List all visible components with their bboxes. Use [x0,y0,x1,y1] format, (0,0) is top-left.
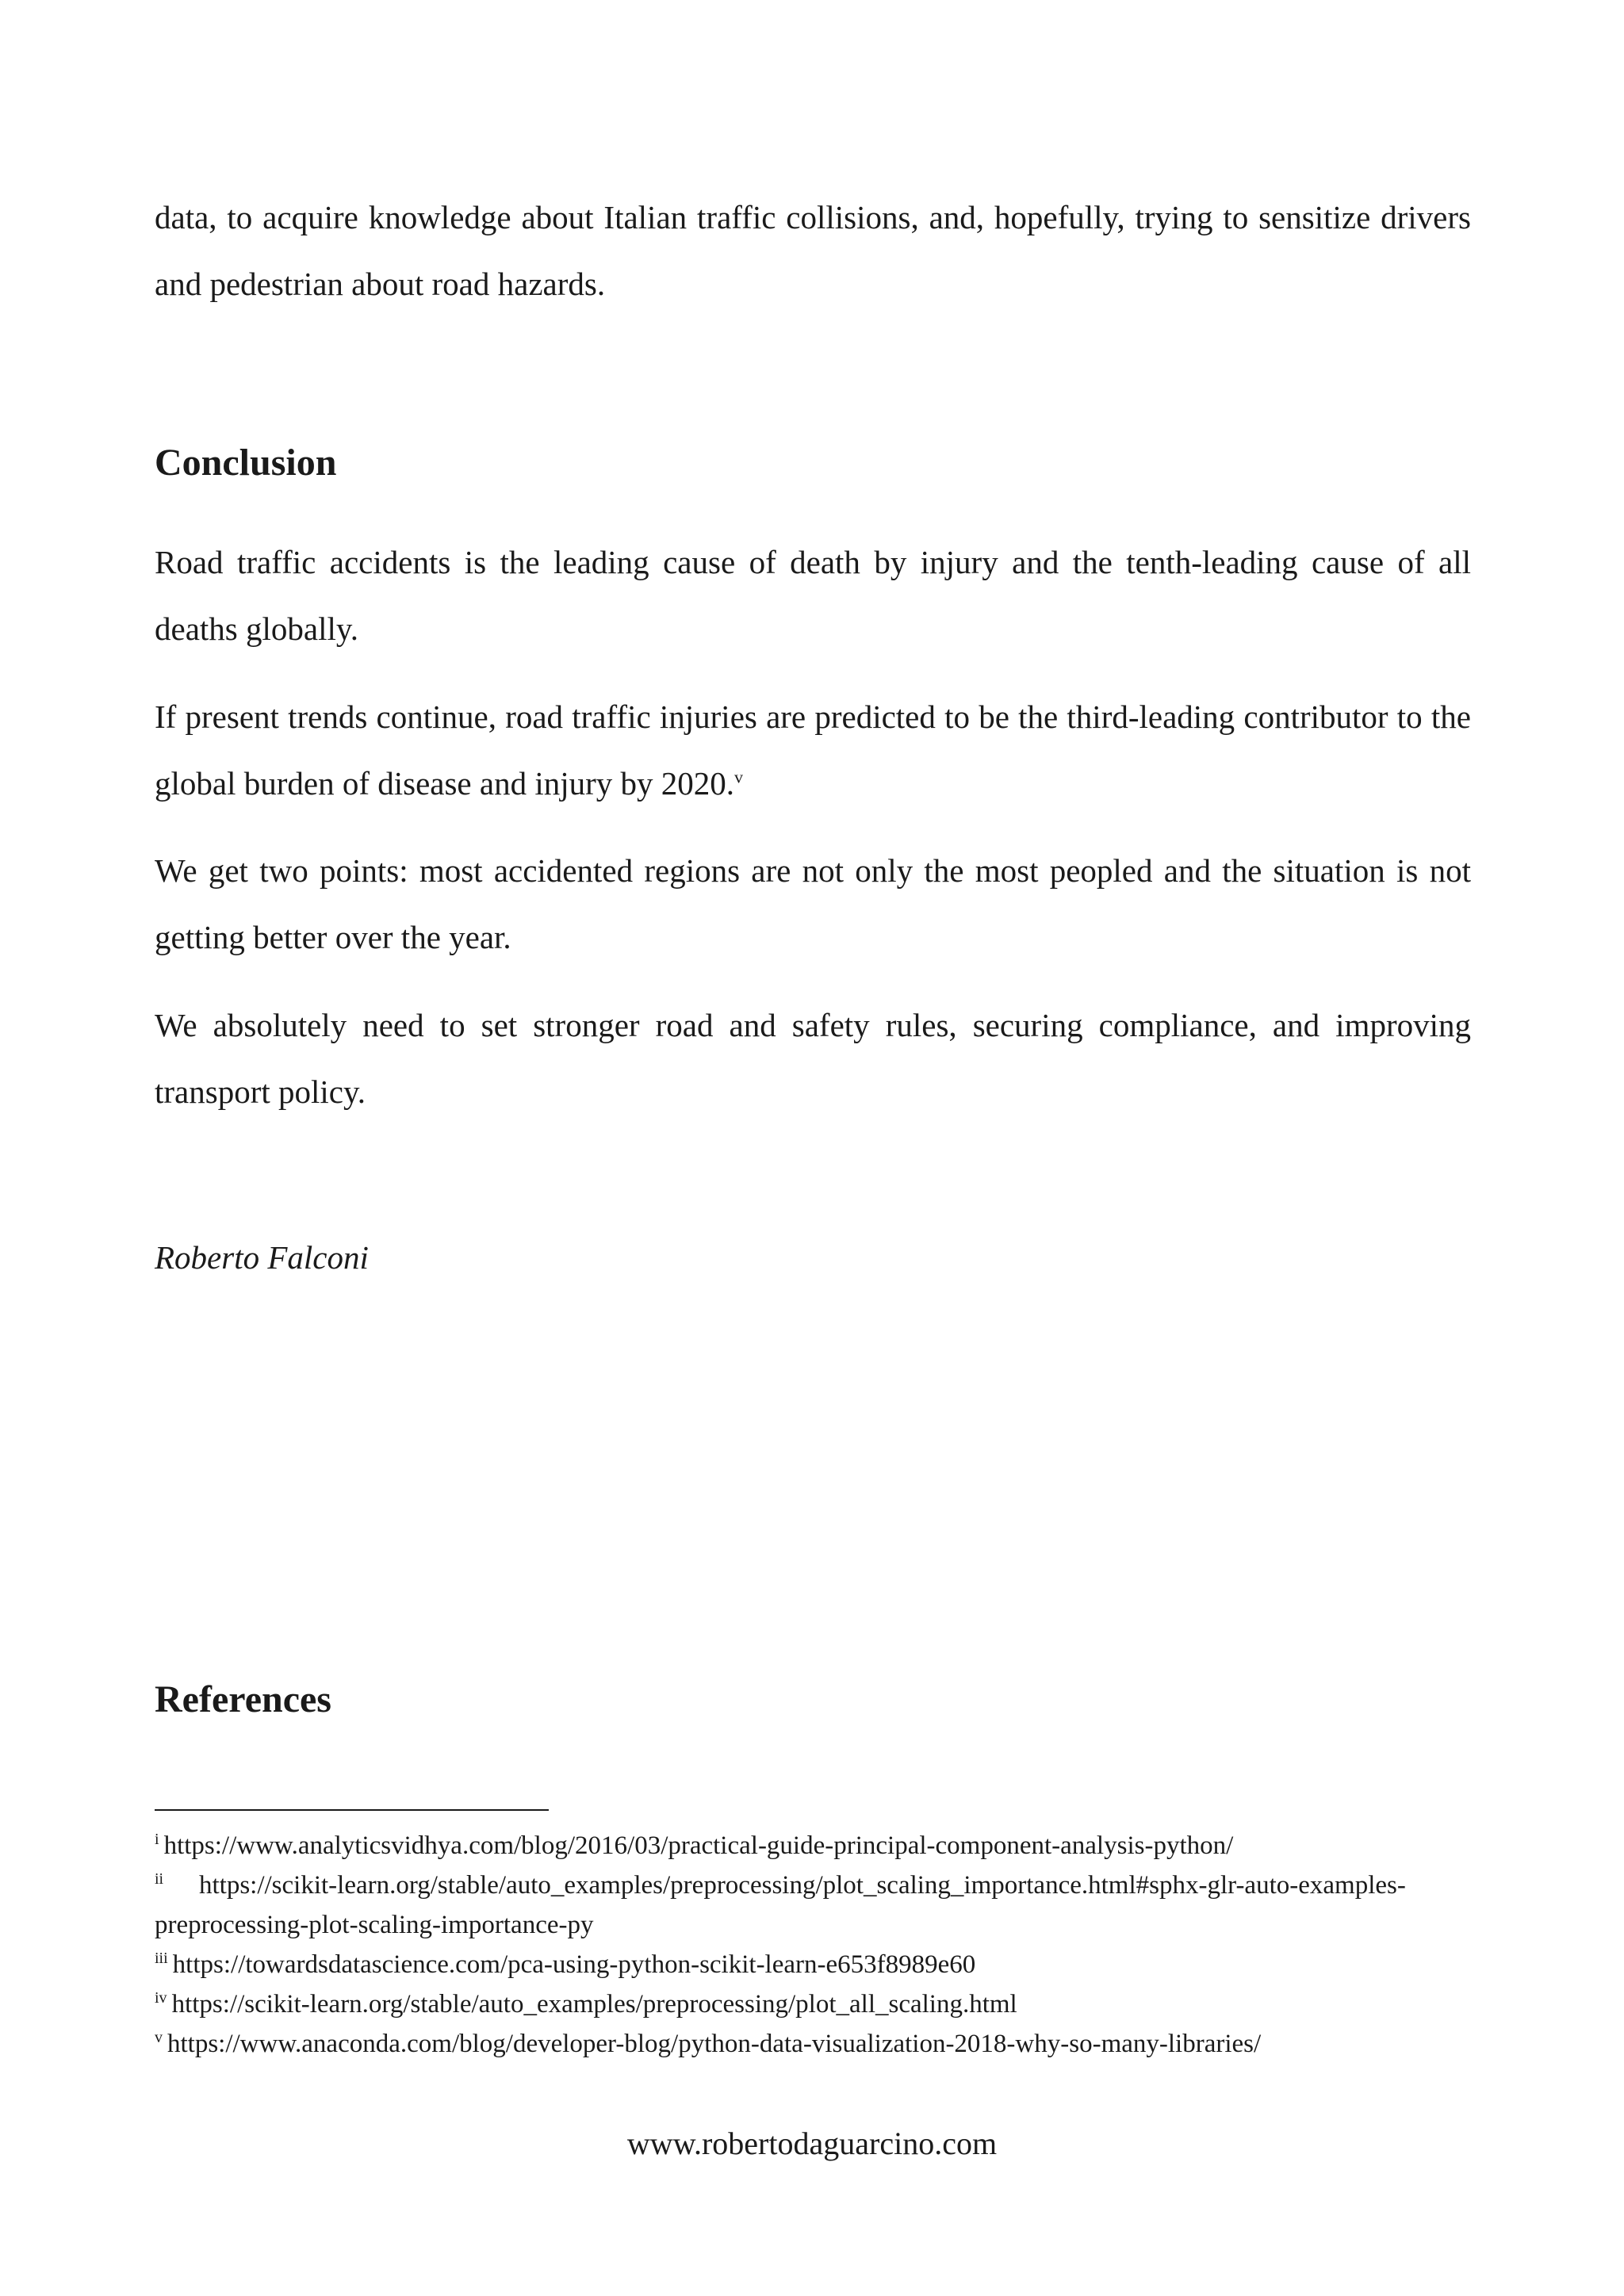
intro-paragraph: data, to acquire knowledge about Italian traffic collisions, and, hopefully, trying to sensitize drivers and pedestrian about road hazards. [155,199,1471,302]
footnote-link-iii[interactable]: https://towardsdatascience.com/pca-using-python-scikit-learn-e653f8989e60 [172,1950,976,1979]
footnote-v [155,2024,1471,2064]
conclusion-heading: Conclusion [155,442,337,484]
references-heading: References [155,1678,331,1720]
footnote-mark-v: v [155,2029,163,2046]
footnote-i [155,1826,1471,1866]
footnote-link-v[interactable]: https://www.anaconda.com/blog/developer-blog/python-data-visualization-2018-why-so-many-libraries/ [167,2030,1262,2058]
author-signature: Roberto Falconi [155,1239,369,1276]
page-footer-url[interactable]: www.robertodaguarcino.com [626,2126,998,2161]
conclusion-paragraph-1: Road traffic accidents is the leading cause of death by injury and the tenth-leading cause of all deaths globally. [155,544,1471,647]
conclusion-paragraph-4: We absolutely need to set stronger road and safety rules, securing compliance, and improving transport policy. [155,1007,1471,1110]
footnote-link-ii[interactable]: https://scikit-learn.org/stable/auto_examples/preprocessing/plot_scaling_importance.html#sphx-glr-auto-examples-preprocessing-plot-scaling-importance-py [155,1871,1406,1939]
footnote-ref-v[interactable]: v [734,767,744,787]
footnote-separator [155,1809,549,1811]
footnote-mark-iv: iv [155,1989,167,2007]
footnote-link-i[interactable]: https://www.analyticsvidhya.com/blog/2016/03/practical-guide-principal-component-analysis-python/ [163,1831,1234,1860]
footnote-mark-iii: iii [155,1950,168,1967]
conclusion-paragraph-2-text: If present trends continue, road traffic injuries are predicted to be the third-leading contributor to the global burden of disease and injury by 2020. [155,698,1471,802]
footnote-iv [155,1984,1471,2024]
footnote-mark-i: i [155,1831,159,1848]
footnote-ii: ii https://scikit-learn.org/stable/auto_examples/preprocessing/plot_scaling_importance.html#sphx-glr-auto-examples-preprocessing-plot-scaling-importance-py [155,1870,1406,1939]
conclusion-paragraph-3: We get two points: most accidented regions are not only the most peopled and the situation is not getting better over the year. [155,852,1471,955]
conclusion-paragraph-2 [155,683,1471,817]
footnote-link-iv[interactable]: https://scikit-learn.org/stable/auto_examples/preprocessing/plot_all_scaling.html [171,1990,1017,2019]
footnote-iii [155,1945,1471,1984]
